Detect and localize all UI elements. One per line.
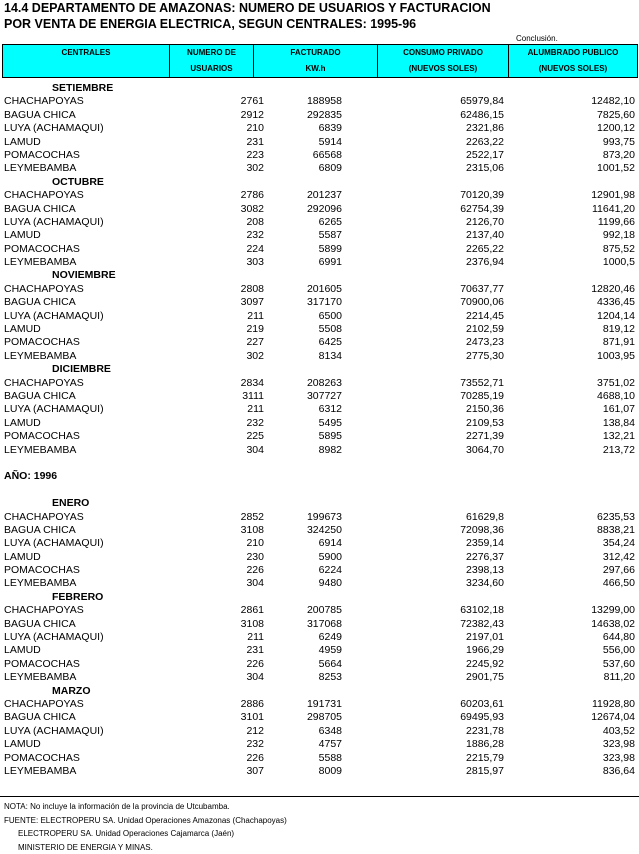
consumo-privado-cell: 2150,36 [466, 403, 504, 416]
table-row [0, 310, 639, 323]
usuarios-cell: 208 [246, 216, 264, 229]
month-label: NOVIEMBRE [52, 269, 116, 282]
header-alumbrado-publico [509, 45, 637, 77]
notes-divider [0, 796, 639, 797]
alumbrado-publico-cell: 323,98 [603, 738, 635, 751]
usuarios-cell: 231 [246, 644, 264, 657]
consumo-privado-cell: 65979,84 [460, 95, 504, 108]
central-name-cell: BAGUA CHICA [4, 109, 76, 122]
central-name-cell: POMACOCHAS [4, 658, 80, 671]
alumbrado-publico-cell: 3751,02 [597, 377, 635, 390]
consumo-privado-cell: 69495,93 [460, 711, 504, 724]
table-title-line-2: POR VENTA DE ENERGIA ELECTRICA, SEGUN CENTRALES: 1995-96 [4, 17, 416, 31]
consumo-privado-cell: 2359,14 [466, 537, 504, 550]
month-heading-row [0, 176, 639, 189]
alumbrado-publico-cell: 811,20 [604, 671, 635, 684]
consumo-privado-cell: 2126,70 [466, 216, 504, 229]
usuarios-cell: 2861 [241, 604, 264, 617]
alumbrado-publico-cell: 11928,80 [592, 698, 635, 711]
central-name-cell: LAMUD [4, 738, 41, 751]
consumo-privado-cell: 2137,40 [466, 229, 504, 242]
alumbrado-publico-cell: 354,24 [603, 537, 635, 550]
alumbrado-publico-cell: 138,84 [603, 417, 635, 430]
header-facturado [254, 45, 378, 77]
consumo-privado-cell: 2245,92 [466, 658, 504, 671]
alumbrado-publico-cell: 12482,10 [591, 95, 635, 108]
table-row [0, 644, 639, 657]
alumbrado-publico-cell: 836,64 [603, 765, 635, 778]
table-row [0, 671, 639, 684]
facturado-cell: 8009 [319, 765, 342, 778]
central-name-cell: LEYMEBAMBA [4, 577, 76, 590]
alumbrado-publico-cell: 213,72 [603, 444, 635, 457]
usuarios-cell: 226 [246, 752, 264, 765]
alumbrado-publico-cell: 1204,14 [597, 310, 635, 323]
central-name-cell: CHACHAPOYAS [4, 377, 84, 390]
table-row [0, 336, 639, 349]
table-row [0, 136, 639, 149]
table-row [0, 444, 639, 457]
usuarios-cell: 304 [246, 444, 264, 457]
alumbrado-publico-cell: 12901,98 [591, 189, 635, 202]
header-text: ALUMBRADO PUBLICO [509, 45, 637, 61]
facturado-cell: 298705 [307, 711, 342, 724]
consumo-privado-cell: 70285,19 [460, 390, 504, 403]
facturado-cell: 6500 [319, 310, 342, 323]
facturado-cell: 6265 [319, 216, 342, 229]
table-row [0, 95, 639, 108]
central-name-cell: LAMUD [4, 323, 41, 336]
central-name-cell: BAGUA CHICA [4, 618, 76, 631]
month-label: OCTUBRE [52, 176, 104, 189]
usuarios-cell: 226 [246, 658, 264, 671]
usuarios-cell: 219 [246, 323, 264, 336]
consumo-privado-cell: 2197,01 [466, 631, 504, 644]
facturado-cell: 5495 [319, 417, 342, 430]
conclusion-label: Conclusión. [516, 34, 558, 43]
facturado-cell: 5914 [319, 136, 342, 149]
header-centrales [3, 45, 170, 77]
source-line: MINISTERIO DE ENERGIA Y MINAS. [4, 841, 287, 854]
year-heading-row [0, 470, 639, 483]
table-row [0, 765, 639, 778]
alumbrado-publico-cell: 993,75 [603, 136, 635, 149]
table-row [0, 524, 639, 537]
consumo-privado-cell: 70900,06 [460, 296, 504, 309]
usuarios-cell: 211 [247, 310, 264, 323]
consumo-privado-cell: 2271,39 [466, 430, 504, 443]
month-heading-row [0, 685, 639, 698]
central-name-cell: LEYMEBAMBA [4, 350, 76, 363]
consumo-privado-cell: 70120,39 [460, 189, 504, 202]
usuarios-cell: 2886 [241, 698, 264, 711]
alumbrado-publico-cell: 161,07 [603, 403, 635, 416]
table-row [0, 725, 639, 738]
facturado-cell: 188958 [307, 95, 342, 108]
usuarios-cell: 3101 [241, 711, 264, 724]
alumbrado-publico-cell: 7825,60 [597, 109, 635, 122]
alumbrado-publico-cell: 1199,66 [598, 216, 635, 229]
usuarios-cell: 232 [246, 417, 264, 430]
consumo-privado-cell: 61629,8 [466, 511, 504, 524]
central-name-cell: LUYA (ACHAMAQUI) [4, 310, 104, 323]
facturado-cell: 5587 [319, 229, 342, 242]
usuarios-cell: 2834 [241, 377, 264, 390]
month-label: FEBRERO [52, 591, 103, 604]
month-heading-row [0, 363, 639, 376]
consumo-privado-cell: 2315,06 [466, 162, 504, 175]
consumo-privado-cell: 2775,30 [466, 350, 504, 363]
table-row [0, 752, 639, 765]
central-name-cell: POMACOCHAS [4, 564, 80, 577]
facturado-cell: 6348 [319, 725, 342, 738]
note-line: NOTA: No incluye la información de la provincia de Utcubamba. [4, 800, 287, 814]
month-label: ENERO [52, 497, 89, 510]
usuarios-cell: 210 [246, 537, 264, 550]
alumbrado-publico-cell: 644,80 [603, 631, 635, 644]
central-name-cell: CHACHAPOYAS [4, 698, 84, 711]
central-name-cell: LEYMEBAMBA [4, 765, 76, 778]
facturado-cell: 5508 [319, 323, 342, 336]
consumo-privado-cell: 2815,97 [466, 765, 504, 778]
facturado-cell: 5895 [319, 430, 342, 443]
facturado-cell: 6991 [319, 256, 342, 269]
header-text: USUARIOS [170, 61, 253, 77]
table-row [0, 390, 639, 403]
usuarios-cell: 2808 [241, 283, 264, 296]
consumo-privado-cell: 2263,22 [466, 136, 504, 149]
central-name-cell: LUYA (ACHAMAQUI) [4, 537, 104, 550]
table-body [0, 82, 639, 778]
central-name-cell: LAMUD [4, 136, 41, 149]
consumo-privado-cell: 70637,77 [460, 283, 504, 296]
usuarios-cell: 225 [246, 430, 264, 443]
facturado-cell: 201605 [307, 283, 342, 296]
usuarios-cell: 230 [246, 551, 264, 564]
consumo-privado-cell: 60203,61 [460, 698, 504, 711]
alumbrado-publico-cell: 537,60 [603, 658, 635, 671]
consumo-privado-cell: 2901,75 [466, 671, 504, 684]
facturado-cell: 317068 [307, 618, 342, 631]
facturado-cell: 9480 [319, 577, 342, 590]
central-name-cell: CHACHAPOYAS [4, 95, 84, 108]
spacer-row [0, 484, 639, 497]
central-name-cell: LEYMEBAMBA [4, 256, 76, 269]
central-name-cell: BAGUA CHICA [4, 296, 76, 309]
facturado-cell: 8253 [319, 671, 342, 684]
usuarios-cell: 3097 [241, 296, 264, 309]
header-text: (NUEVOS SOLES) [378, 61, 508, 77]
usuarios-cell: 2786 [241, 189, 264, 202]
usuarios-cell: 210 [246, 122, 264, 135]
consumo-privado-cell: 2473,23 [466, 336, 504, 349]
facturado-cell: 8134 [319, 350, 342, 363]
table-row [0, 203, 639, 216]
alumbrado-publico-cell: 11641,20 [592, 203, 635, 216]
table-row [0, 403, 639, 416]
month-heading-row [0, 591, 639, 604]
facturado-cell: 324250 [307, 524, 342, 537]
central-name-cell: POMACOCHAS [4, 752, 80, 765]
table-row [0, 698, 639, 711]
table-row [0, 618, 639, 631]
header-text: NUMERO DE [170, 45, 253, 61]
alumbrado-publico-cell: 875,52 [603, 243, 635, 256]
alumbrado-publico-cell: 403,52 [603, 725, 635, 738]
facturado-cell: 6839 [319, 122, 342, 135]
facturado-cell: 66568 [313, 149, 342, 162]
central-name-cell: BAGUA CHICA [4, 524, 76, 537]
consumo-privado-cell: 3064,70 [466, 444, 504, 457]
header-text: CONSUMO PRIVADO [378, 45, 508, 61]
usuarios-cell: 223 [246, 149, 264, 162]
consumo-privado-cell: 2231,78 [466, 725, 504, 738]
consumo-privado-cell: 1886,28 [466, 738, 504, 751]
consumo-privado-cell: 72382,43 [460, 618, 504, 631]
facturado-cell: 6809 [319, 162, 342, 175]
facturado-cell: 6914 [319, 537, 342, 550]
facturado-cell: 6312 [319, 403, 342, 416]
table-row [0, 377, 639, 390]
header-text: FACTURADO [254, 45, 377, 61]
table-row [0, 658, 639, 671]
alumbrado-publico-cell: 4688,10 [597, 390, 635, 403]
table-row [0, 256, 639, 269]
consumo-privado-cell: 2265,22 [466, 243, 504, 256]
usuarios-cell: 232 [246, 738, 264, 751]
facturado-cell: 6249 [319, 631, 342, 644]
consumo-privado-cell: 2321,86 [466, 122, 504, 135]
table-row [0, 537, 639, 550]
consumo-privado-cell: 2102,59 [466, 323, 504, 336]
header-consumo-privado [378, 45, 509, 77]
usuarios-cell: 303 [246, 256, 264, 269]
table-row [0, 149, 639, 162]
consumo-privado-cell: 3234,60 [466, 577, 504, 590]
alumbrado-publico-cell: 132,21 [603, 430, 635, 443]
alumbrado-publico-cell: 873,20 [603, 149, 635, 162]
facturado-cell: 5899 [319, 243, 342, 256]
table-notes [4, 800, 287, 854]
table-row [0, 122, 639, 135]
central-name-cell: CHACHAPOYAS [4, 511, 84, 524]
central-name-cell: BAGUA CHICA [4, 711, 76, 724]
alumbrado-publico-cell: 556,00 [603, 644, 635, 657]
facturado-cell: 5900 [319, 551, 342, 564]
facturado-cell: 5664 [319, 658, 342, 671]
alumbrado-publico-cell: 992,18 [603, 229, 635, 242]
facturado-cell: 4757 [319, 738, 342, 751]
alumbrado-publico-cell: 297,66 [603, 564, 635, 577]
alumbrado-publico-cell: 12674,04 [591, 711, 635, 724]
consumo-privado-cell: 73552,71 [460, 377, 504, 390]
usuarios-cell: 307 [246, 765, 264, 778]
consumo-privado-cell: 2376,94 [466, 256, 504, 269]
table-row [0, 323, 639, 336]
consumo-privado-cell: 2214,45 [466, 310, 504, 323]
central-name-cell: LEYMEBAMBA [4, 444, 76, 457]
central-name-cell: LUYA (ACHAMAQUI) [4, 216, 104, 229]
facturado-cell: 200785 [307, 604, 342, 617]
facturado-cell: 199673 [307, 511, 342, 524]
usuarios-cell: 226 [246, 564, 264, 577]
central-name-cell: POMACOCHAS [4, 430, 80, 443]
table-row [0, 738, 639, 751]
consumo-privado-cell: 62754,39 [460, 203, 504, 216]
month-heading-row [0, 497, 639, 510]
alumbrado-publico-cell: 323,98 [603, 752, 635, 765]
consumo-privado-cell: 63102,18 [460, 604, 504, 617]
alumbrado-publico-cell: 871,91 [603, 336, 635, 349]
facturado-cell: 208263 [307, 377, 342, 390]
table-row [0, 296, 639, 309]
central-name-cell: BAGUA CHICA [4, 390, 76, 403]
usuarios-cell: 3108 [241, 524, 264, 537]
month-heading-row [0, 82, 639, 95]
table-row [0, 229, 639, 242]
source-line: ELECTROPERU SA. Unidad Operaciones Cajamarca (Jaén) [4, 827, 287, 841]
central-name-cell: LAMUD [4, 644, 41, 657]
table-row [0, 109, 639, 122]
facturado-cell: 8982 [319, 444, 342, 457]
usuarios-cell: 224 [246, 243, 264, 256]
consumo-privado-cell: 2109,53 [466, 417, 504, 430]
alumbrado-publico-cell: 312,42 [603, 551, 635, 564]
usuarios-cell: 2852 [241, 511, 264, 524]
table-row [0, 564, 639, 577]
table-row [0, 216, 639, 229]
usuarios-cell: 211 [247, 403, 264, 416]
alumbrado-publico-cell: 466,50 [603, 577, 635, 590]
consumo-privado-cell: 72098,36 [460, 524, 504, 537]
spacer-row [0, 457, 639, 470]
table-row [0, 430, 639, 443]
usuarios-cell: 3108 [241, 618, 264, 631]
alumbrado-publico-cell: 4336,45 [597, 296, 635, 309]
table-row [0, 189, 639, 202]
central-name-cell: BAGUA CHICA [4, 203, 76, 216]
alumbrado-publico-cell: 1200,12 [597, 122, 635, 135]
usuarios-cell: 231 [246, 136, 264, 149]
month-label: SETIEMBRE [52, 82, 113, 95]
table-title-line-1: 14.4 DEPARTAMENTO DE AMAZONAS: NUMERO DE USUARIOS Y FACTURACION [4, 1, 491, 15]
usuarios-cell: 304 [246, 671, 264, 684]
table-row [0, 417, 639, 430]
alumbrado-publico-cell: 819,12 [603, 323, 635, 336]
usuarios-cell: 232 [246, 229, 264, 242]
header-text: (NUEVOS SOLES) [509, 61, 637, 77]
year-label: AÑO: 1996 [4, 470, 57, 483]
usuarios-cell: 302 [246, 350, 264, 363]
central-name-cell: LUYA (ACHAMAQUI) [4, 122, 104, 135]
usuarios-cell: 3082 [241, 203, 264, 216]
usuarios-cell: 3111 [242, 390, 264, 403]
table-row [0, 577, 639, 590]
central-name-cell: LAMUD [4, 417, 41, 430]
month-heading-row [0, 269, 639, 282]
consumo-privado-cell: 2276,37 [466, 551, 504, 564]
usuarios-cell: 227 [246, 336, 264, 349]
alumbrado-publico-cell: 13299,00 [591, 604, 635, 617]
table-row [0, 631, 639, 644]
source-line: FUENTE: ELECTROPERU SA. Unidad Operaciones Amazonas (Chachapoyas) [4, 814, 287, 828]
central-name-cell: CHACHAPOYAS [4, 189, 84, 202]
header-numero-usuarios [170, 45, 254, 77]
usuarios-cell: 302 [246, 162, 264, 175]
facturado-cell: 292096 [307, 203, 342, 216]
alumbrado-publico-cell: 14638,02 [591, 618, 635, 631]
facturado-cell: 6425 [319, 336, 342, 349]
facturado-cell: 6224 [319, 564, 342, 577]
table-row [0, 243, 639, 256]
header-text: CENTRALES [3, 45, 169, 61]
facturado-cell: 5588 [319, 752, 342, 765]
central-name-cell: POMACOCHAS [4, 149, 80, 162]
header-text: KW.h [254, 61, 377, 77]
usuarios-cell: 2761 [241, 95, 264, 108]
consumo-privado-cell: 2398,13 [466, 564, 504, 577]
table-row [0, 511, 639, 524]
table-header [2, 44, 638, 78]
facturado-cell: 4959 [319, 644, 342, 657]
facturado-cell: 292835 [307, 109, 342, 122]
table-row [0, 551, 639, 564]
alumbrado-publico-cell: 12820,46 [591, 283, 635, 296]
central-name-cell: CHACHAPOYAS [4, 604, 84, 617]
facturado-cell: 307727 [307, 390, 342, 403]
central-name-cell: LEYMEBAMBA [4, 671, 76, 684]
usuarios-cell: 211 [247, 631, 264, 644]
table-row [0, 162, 639, 175]
table-row [0, 350, 639, 363]
month-label: DICIEMBRE [52, 363, 111, 376]
usuarios-cell: 2912 [241, 109, 264, 122]
alumbrado-publico-cell: 6235,53 [597, 511, 635, 524]
central-name-cell: LUYA (ACHAMAQUI) [4, 725, 104, 738]
usuarios-cell: 304 [246, 577, 264, 590]
central-name-cell: POMACOCHAS [4, 243, 80, 256]
central-name-cell: LAMUD [4, 551, 41, 564]
central-name-cell: CHACHAPOYAS [4, 283, 84, 296]
table-row [0, 604, 639, 617]
central-name-cell: LAMUD [4, 229, 41, 242]
table-row [0, 711, 639, 724]
alumbrado-publico-cell: 1001,52 [597, 162, 635, 175]
alumbrado-publico-cell: 8838,21 [597, 524, 635, 537]
central-name-cell: LUYA (ACHAMAQUI) [4, 403, 104, 416]
usuarios-cell: 212 [246, 725, 264, 738]
consumo-privado-cell: 2522,17 [466, 149, 504, 162]
alumbrado-publico-cell: 1003,95 [597, 350, 635, 363]
central-name-cell: LEYMEBAMBA [4, 162, 76, 175]
alumbrado-publico-cell: 1000,5 [603, 256, 635, 269]
facturado-cell: 317170 [307, 296, 342, 309]
table-row [0, 283, 639, 296]
facturado-cell: 191731 [307, 698, 342, 711]
consumo-privado-cell: 2215,79 [466, 752, 504, 765]
consumo-privado-cell: 1966,29 [466, 644, 504, 657]
month-label: MARZO [52, 685, 91, 698]
central-name-cell: POMACOCHAS [4, 336, 80, 349]
consumo-privado-cell: 62486,15 [460, 109, 504, 122]
central-name-cell: LUYA (ACHAMAQUI) [4, 631, 104, 644]
facturado-cell: 201237 [307, 189, 342, 202]
